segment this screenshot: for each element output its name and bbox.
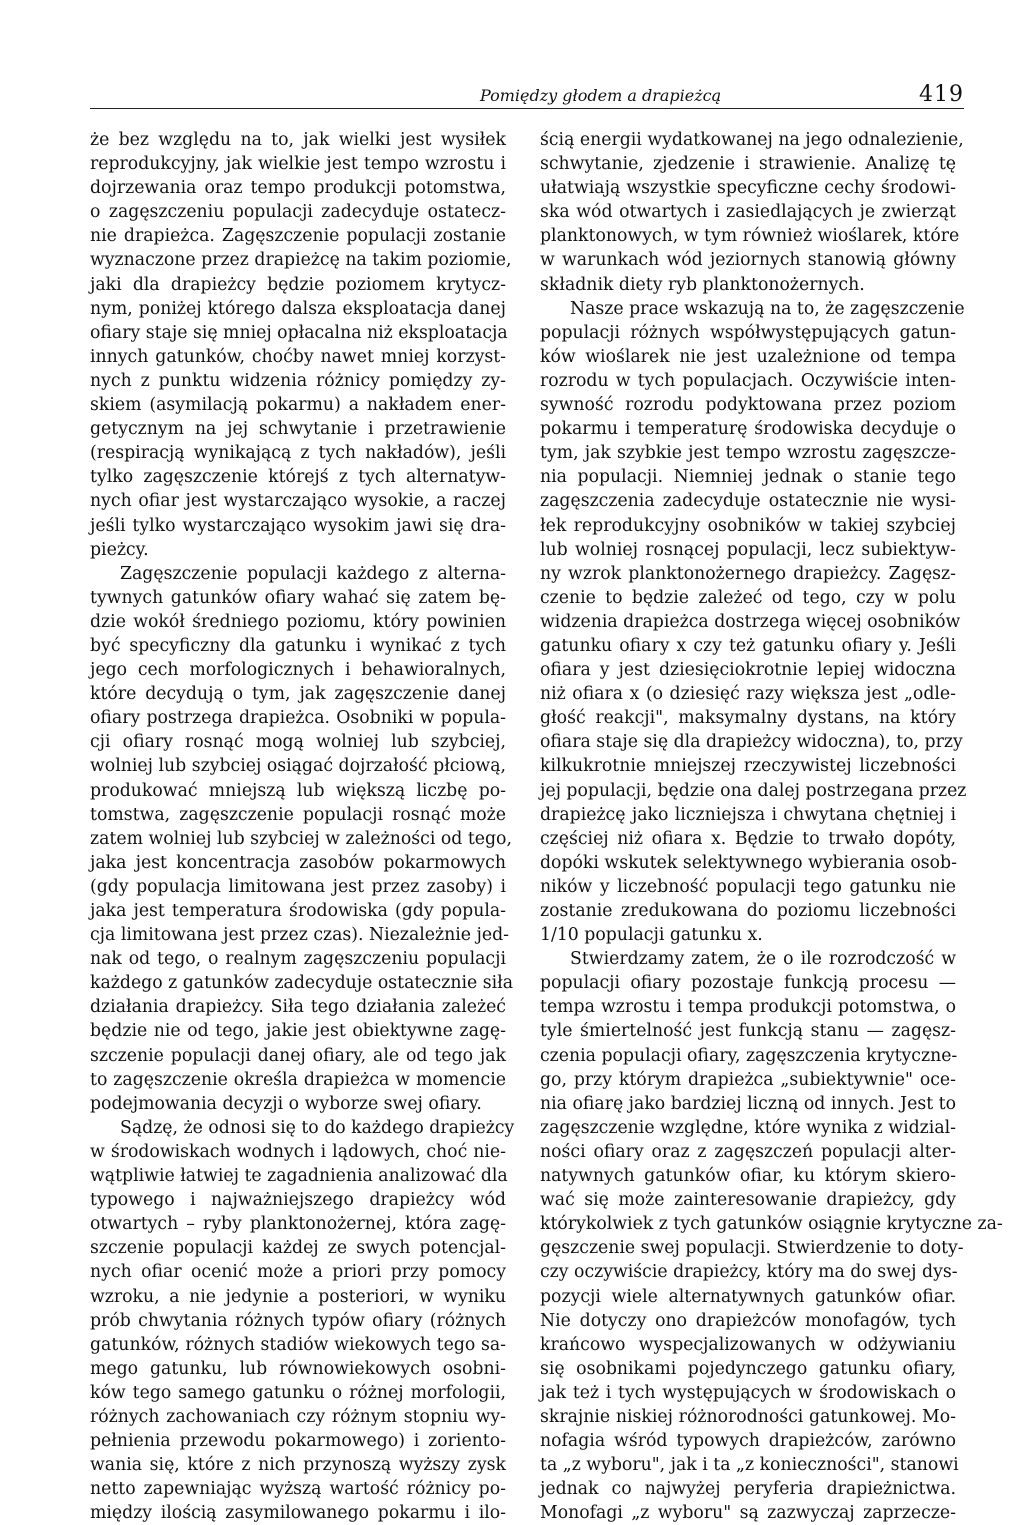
text-line: dzie wokół średniego poziomu, który powinien [90, 611, 506, 632]
text-line: tym, jak szybkie jest tempo wzrostu zagęszcze- [540, 443, 956, 464]
text-line: między ilością zasymilowanego pokarmu i ilo- [90, 1503, 506, 1524]
text-line: getycznym na jej schwytanie i przetrawienie [90, 419, 506, 440]
text-line: 1/10 populacji gatunku x. [540, 925, 763, 946]
left-text-column [90, 128, 515, 1525]
text-line: czy oczywiście drapieżcy, który ma do swej dys- [540, 1262, 958, 1283]
text-line: działania drapieżcy. Siła tego działania zależeć [90, 997, 506, 1018]
text-line: prób chwytania różnych typów ofiary (różnych [90, 1310, 506, 1331]
text-line: populacji ofiary pozostaje funkcją procesu — [540, 973, 956, 994]
text-line: Zagęszczenie populacji każdego z alterna- [120, 563, 506, 584]
text-line: jaka jest temperatura środowiska (gdy popula- [90, 901, 506, 921]
text-line: tomstwa, zagęszczenie populacji rosnąć może [90, 804, 506, 825]
text-line: różnych zachowaniach czy różnym stopniu wy- [90, 1406, 506, 1427]
text-line: gęszczenie swej populacji. Stwierdzenie to doty- [540, 1238, 964, 1259]
text-line: jego cech morfologicznych i behawioralnych, [90, 660, 506, 681]
text-line: będzie nie od tego, jakie jest obiektywne zagę- [90, 1021, 506, 1042]
text-line: natywnych gatunków ofiar, ku którym skiero- [540, 1166, 956, 1187]
text-line: nofagia wśród typowych drapieżców, zarówno [540, 1431, 956, 1452]
text-line: ofiara y jest dziesięciokrotnie lepiej widoczna [540, 660, 956, 681]
text-line: drapieżcę jako liczniejsza i chwytana chętniej i [540, 804, 956, 825]
text-line: niż ofiara x (o dziesięć razy większa jest „odle- [540, 684, 956, 705]
text-line: skiem (asymilacją pokarmu) a nakładem ener- [90, 395, 506, 416]
text-line: gatunku ofiary x czy też gatunku ofiary y. Jeśli [540, 635, 956, 656]
text-line: populacji różnych współwystępujących gatun- [540, 322, 956, 343]
text-line: szczenie populacji każdej ze swych potencjal- [90, 1238, 506, 1259]
text-line: podejmowania decyzji o wyborze swej ofiary. [90, 1093, 482, 1114]
text-line: ofiara staje się dla drapieżcy widoczna), to, przy [540, 732, 963, 753]
text-line: dopóki wskutek selektywnego wybierania osob- [540, 852, 957, 873]
text-line: krańcowo wyspecjalizowanych w odżywianiu [540, 1334, 956, 1355]
text-line: którykolwiek z tych gatunków osiągnie krytyczne za- [540, 1214, 1003, 1235]
text-line: go, przy którym drapieżca „subiektywnie" oce- [540, 1069, 956, 1090]
text-line: być specyficzny dla gatunku i wynikać z tych [90, 635, 506, 656]
text-line: produkować mniejszą lub większą liczbę po- [90, 780, 506, 801]
text-line: nym, poniżej którego dalsza eksploatacja danej [90, 298, 506, 319]
text-line: zagęszczenia zadecyduje ostatecznie nie wysi- [540, 491, 956, 512]
running-header [90, 80, 964, 109]
text-line: składnik diety ryb planktonożernych. [540, 274, 865, 295]
text-line: reprodukcyjny, jak wielkie jest tempo wzrostu i [90, 154, 506, 175]
text-line: nia populacji. Niemniej jednak o stanie tego [540, 467, 956, 488]
text-line: się osobnikami pojedynczego gatunku ofiary, [540, 1358, 956, 1379]
text-line: każdego z gatunków zadecyduje ostatecznie siła [90, 973, 514, 994]
text-line: częściej niż ofiara x. Będzie to trwało dopóty, [540, 828, 956, 849]
text-line: wzroku, a nie jedynie a posteriori, w wyniku [90, 1286, 506, 1307]
page-number: 419 [919, 82, 964, 107]
text-line: że bez względu na to, jak wielki jest wysiłek [90, 130, 506, 150]
text-line: w warunkach wód jeziornych stanowią główny [540, 250, 956, 271]
right-text-column [540, 128, 1003, 1525]
text-line: nych ofiar ocenić może a priori przy pomocy [90, 1262, 506, 1283]
text-line: Stwierdzamy zatem, że o ile rozrodczość w [570, 949, 956, 970]
text-line: Nasze prace wskazują na to, że zagęszczenie [570, 298, 965, 319]
text-line: nia ofiarę jako bardziej liczną od innych. Jest to [540, 1093, 956, 1114]
text-line: nych ofiar jest wystarczająco wysokie, a raczej [90, 491, 506, 512]
text-line: ków wioślarek nie jest uzależnione od tempa [540, 346, 956, 367]
text-line: zostanie zredukowana do poziomu liczebności [540, 901, 956, 921]
text-line: lub wolniej rosnącej populacji, lecz subiektyw- [540, 539, 956, 560]
text-line: ników y liczebność populacji tego gatunku nie [540, 876, 956, 897]
text-line: widzenia drapieżca dostrzega więcej osobników [540, 611, 961, 632]
text-line: kilkukrotnie mniejszej rzeczywistej liczebności [540, 756, 956, 777]
text-line: sywność rozrodu podyktowana przez poziom [540, 395, 956, 416]
text-line: planktonowych, w tym również wioślarek, które [540, 226, 960, 247]
text-line: Monofagi „z wyboru" są zazwyczaj zaprzecze- [540, 1503, 956, 1524]
text-line: jej populacji, będzie ona dalej postrzegana przez [540, 780, 967, 801]
text-line: wania się, które z nich przynoszą wyższy zysk [90, 1455, 506, 1476]
text-line: Nie dotyczy ono drapieżców monofagów, tych [540, 1310, 956, 1331]
text-line: Sądzę, że odnosi się to do każdego drapieżcy [120, 1117, 515, 1138]
text-line: otwartych – ryby planktonożernej, która zagę- [90, 1214, 506, 1235]
text-line: ny wzrok planktonożernego drapieżcy. Zagęsz- [540, 563, 956, 584]
text-line: które decydują o tym, jak zagęszczenie danej [90, 684, 506, 705]
text-line: ności ofiary oraz z zagęszczeń populacji alter- [540, 1141, 956, 1162]
text-line: (respiracją wynikającą z tych nakładów), jeśli [90, 443, 506, 464]
text-line: schwytanie, zjedzenie i strawienie. Analizę tę [540, 154, 956, 175]
text-line: ków tego samego gatunku o różnej morfologii, [90, 1382, 506, 1403]
text-line: nie drapieżca. Zagęszczenie populacji zostanie [90, 226, 506, 247]
text-line: ścią energii wydatkowanej na jego odnalezienie, [540, 130, 964, 150]
text-line: typowego i najważniejszego drapieżcy wód [90, 1190, 506, 1211]
text-line: rozrodu w tych populacjach. Oczywiście inten- [540, 370, 956, 391]
text-line: cji ofiary rosnąć mogą wolniej lub szybciej, [90, 732, 506, 753]
text-line: zatem wolniej lub szybciej w zależności od tego, [90, 828, 512, 849]
text-line: pozycji wiele alternatywnych gatunków ofiar. [540, 1286, 956, 1307]
text-line: jak też i tych występujących w środowiskach o [540, 1382, 956, 1403]
text-line: pieżcy. [90, 539, 149, 560]
text-line: cja limitowana jest przez czas). Niezależnie jed- [90, 925, 510, 946]
text-line: jednak co najwyżej peryferia drapieżnictwa. [540, 1479, 956, 1500]
text-line: łek reprodukcyjny osobników w takiej szybciej [540, 515, 956, 536]
text-line: (gdy populacja limitowana jest przez zasoby) i [90, 876, 506, 897]
text-line: wątpliwie łatwiej te zagadnienia analizować dla [90, 1166, 508, 1187]
text-line: mego gatunku, lub równowiekowych osobni- [90, 1358, 506, 1379]
text-line: netto zapewniając wyższą wartość różnicy po- [90, 1479, 506, 1500]
text-line: jaki dla drapieżcy będzie poziomem krytycz- [90, 274, 506, 295]
text-line: pokarmu i temperaturę środowiska decyduje o [540, 419, 956, 440]
text-line: dojrzewania oraz tempo produkcji potomstwa, [90, 178, 506, 199]
text-line: w środowiskach wodnych i lądowych, choć nie- [90, 1141, 506, 1162]
text-line: pełnienia przewodu pokarmowego) i zoriento- [90, 1431, 506, 1452]
text-line: tylko zagęszczenie którejś z tych alternatyw- [90, 467, 506, 488]
text-line: tempa wzrostu i tempa produkcji potomstwa, o [540, 997, 956, 1018]
text-line: jeśli tylko wystarczająco wysokim jawi się dra- [90, 515, 506, 536]
text-line: zagęszczenie względne, które wynika z widzial- [540, 1117, 956, 1138]
text-line: ta „z wyboru", jak i ta „z konieczności", stanowi [540, 1455, 959, 1476]
text-line: ofiary postrzega drapieżca. Osobniki w popula- [90, 708, 506, 729]
text-line: gatunków, różnych stadiów wiekowych tego sa- [90, 1334, 506, 1355]
text-line: ofiary staje się mniej opłacalna niż eksploatacja [90, 322, 508, 343]
text-line: tyle śmiertelność jest funkcją stanu — zagęsz- [540, 1021, 956, 1042]
text-line: o zagęszczeniu populacji zadecyduje ostatecz- [90, 202, 506, 223]
text-line: wać się może zainteresowanie drapieżcy, gdy [540, 1190, 956, 1211]
text-line: innych gatunków, choćby nawet mniej korzyst- [90, 346, 506, 367]
text-line: czenia populacji ofiary, zagęszczenia krytyczne- [540, 1045, 958, 1066]
text-line: jaka jest koncentracja zasobów pokarmowych [90, 852, 506, 873]
text-line: szczenie populacji danej ofiary, ale od tego jak [90, 1045, 506, 1066]
text-line: skrajnie niskiej różnorodności gatunkowej. Mo- [540, 1406, 956, 1427]
text-line: wolniej lub szybciej osiągać dojrzałość płciową, [90, 756, 506, 777]
text-line: to zagęszczenie określa drapieżca w momencie [90, 1069, 506, 1090]
text-line: tywnych gatunków ofiary wahać się zatem bę- [90, 587, 506, 608]
text-line: nych z punktu widzenia różnicy pomiędzy zy- [90, 370, 506, 391]
text-line: nak od tego, o realnym zagęszczeniu populacji [90, 949, 506, 970]
text-line: czenie to będzie zależeć od tego, czy w polu [540, 587, 956, 608]
text-line: ska wód otwartych i zasiedlających je zwierząt [540, 202, 956, 223]
text-line: ułatwiają wszystkie specyficzne cechy środowi- [540, 178, 956, 199]
text-line: głość reakcji", maksymalny dystans, na który [540, 708, 956, 729]
running-title: Pomiędzy głodem a drapieżcą [480, 86, 722, 105]
text-line: wyznaczone przez drapieżcę na takim poziomie, [90, 250, 512, 271]
